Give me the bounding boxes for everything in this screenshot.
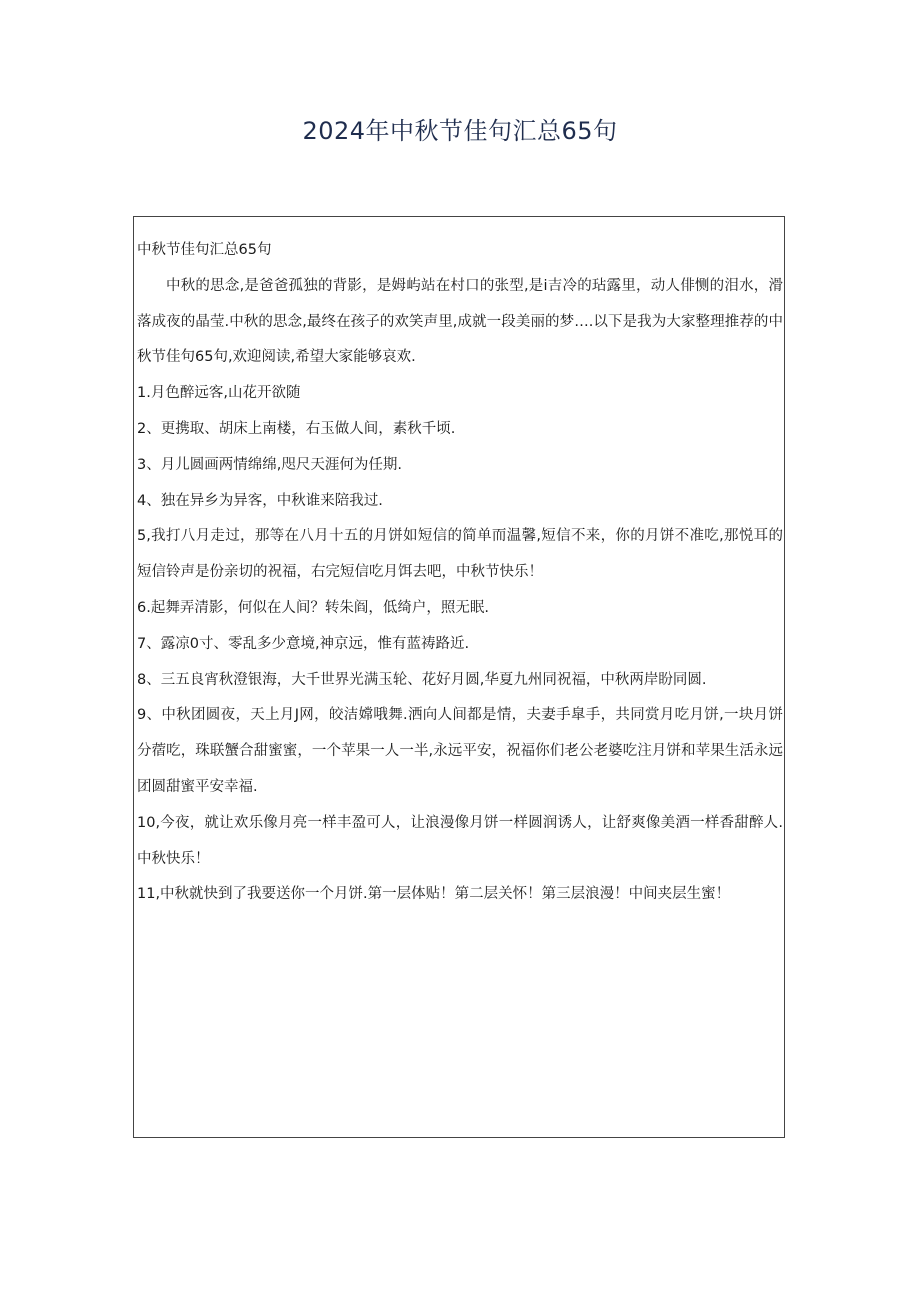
list-item: 10,今夜，就让欢乐像月亮一样丰盈可人，让浪漫像月饼一样圆润诱人，让舒爽像美酒一样香甜醉人.中秋快乐！: [137, 814, 783, 867]
list-item: 3、月儿圆画两情绵绵,咫尺天涯何为任期.: [137, 456, 402, 473]
section-heading: 中秋节佳句汇总65句: [137, 242, 272, 258]
content-box: [133, 216, 785, 1138]
list-item: 7、露凉0寸、零乱多少意境,神京远，惟有蓝祷路近.: [137, 635, 470, 652]
list-item: 1.月色醉远客,山花开欲随: [137, 385, 301, 402]
list-item: 6.起舞弄清影，何似在人间？转朱阎，低绮户，照无眠.: [137, 599, 489, 616]
list-item: 9、中秋团圆夜，天上月J网，皎洁嫦哦舞.洒向人间都是情，夫妻手皐手，共同赏月吃月饼,一块月饼分蓿吃，珠联蟹合甜蜜蜜，一个苹果一人一半,永远平安，祝福你们老公老婆吃注月饼和苹果生活永远团圆甜蜜平安幸福.: [137, 707, 783, 795]
list-item: 8、三五良宵秋澄银海，大千世界光满玉轮、花好月圆,华夏九州同祝福，中秋两岸盼同圆.: [137, 671, 707, 688]
list-item: 11,中秋就快到了我要送你一个月饼.第一层体贴！第二层关怀！第三层浪漫！中间夹层生蜜！: [137, 886, 731, 903]
list-item: 4、独在异乡为异客，中秋谁来陪我过.: [137, 492, 383, 509]
content-body: [137, 233, 783, 913]
list-item: 2、更携取、胡床上南楼，右玉做人间，素秋千顷.: [137, 420, 456, 437]
document-title: 2024年中秋节佳句汇总65句: [302, 117, 618, 145]
intro-paragraph: 中秋的思念,是爸爸孤独的背影，是姆屿站在村口的张型,是i吉冷的玷露里，动人俳恻的泪水，滑落成夜的晶莹.中秋的思念,最终在孩子的欢笑声里,成就一段美丽的梦….以下是我为大家整理推荐的中秋节佳句65句,欢迎阅读,希望大家能够哀欢.: [137, 277, 783, 366]
list-item: 5,我打八月走过，那等在八月十五的月饼如短信的简单而温馨,短信不来，你的月饼不准吃,那悦耳的短信铃声是份亲切的祝福，右完短信吃月饵去吧，中秋节快乐！: [137, 528, 783, 581]
